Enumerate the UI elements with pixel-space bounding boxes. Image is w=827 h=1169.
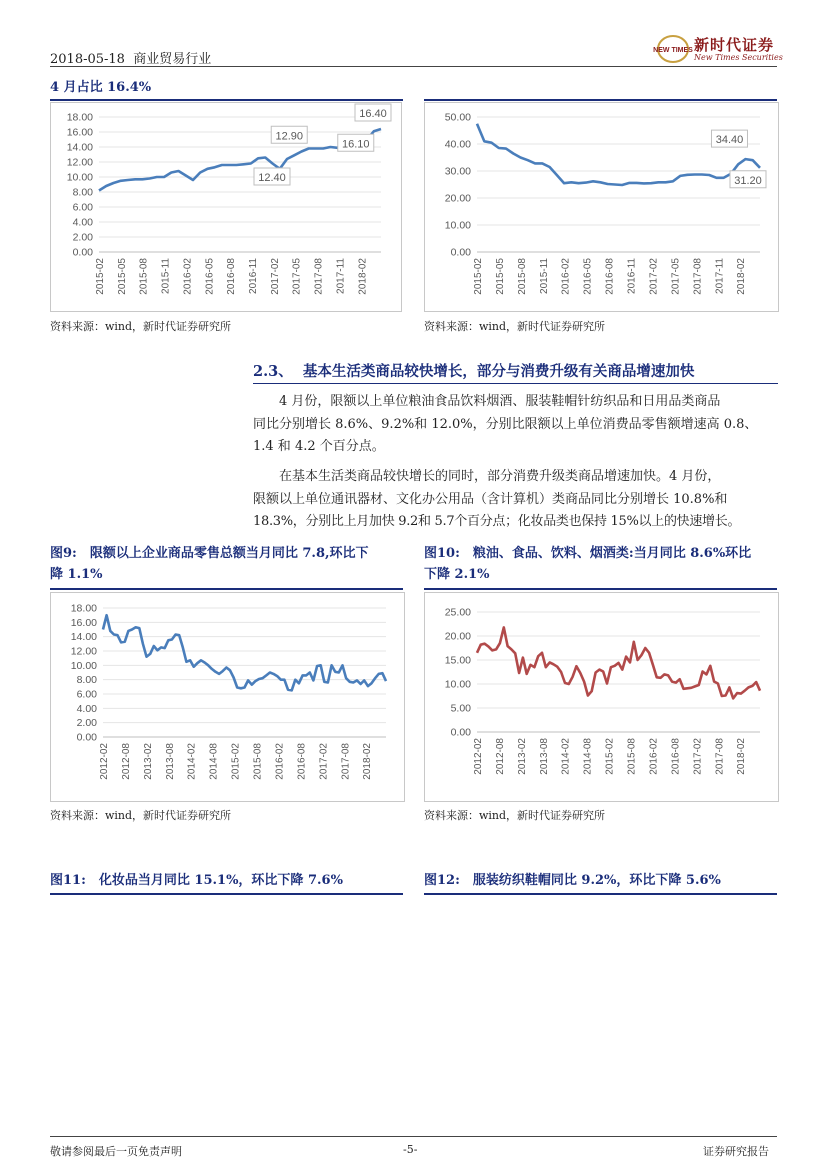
paragraph-1 (253, 391, 778, 459)
report-date: 2018-05-18 (50, 52, 125, 67)
y-tick-label: 0.00 (76, 731, 97, 744)
x-tick-label: 2013-08 (164, 743, 176, 780)
chart-3 (50, 592, 405, 802)
paragraph-line: 4 月份，限额以上单位粮油食品饮料烟酒、服装鞋帽针纺织品和日用品类商品 (279, 394, 721, 409)
section-number: 2.3、 (253, 363, 293, 380)
fig9-caption (50, 543, 410, 585)
fig12-caption: 图12: 服装纺织鞋帽同比 9.2%，环比下降 5.6% (424, 873, 721, 888)
x-tick-label: 2016-02 (182, 258, 194, 295)
x-tick-label: 2017-02 (692, 738, 704, 775)
x-tick-label: 2015-05 (494, 258, 506, 295)
y-tick-label: 6.00 (76, 688, 97, 701)
x-tick-label: 2016-08 (226, 258, 238, 295)
x-tick-label: 2016-11 (247, 258, 259, 294)
x-tick-label: 2016-08 (604, 258, 616, 295)
x-tick-label: 2015-02 (95, 258, 106, 295)
y-tick-label: 10.00 (444, 219, 471, 232)
x-tick-label: 2014-02 (560, 738, 572, 775)
x-tick-label: 2012-02 (473, 738, 484, 775)
y-tick-label: 20.00 (444, 192, 471, 205)
x-tick-label: 2017-08 (313, 258, 325, 295)
x-tick-label: 2014-02 (186, 743, 198, 780)
fig10-caption (424, 543, 784, 585)
x-tick-label: 2016-11 (626, 258, 638, 294)
chart-1-svg (51, 103, 401, 311)
data-label: 16.40 (359, 108, 387, 120)
y-tick-label: 14.00 (70, 631, 97, 644)
y-tick-label: 4.00 (76, 702, 97, 715)
caption-underline (424, 588, 777, 590)
company-name-cn: 新时代证券 (694, 36, 775, 54)
x-tick-label: 2016-02 (274, 743, 286, 780)
caption-underline (50, 99, 403, 101)
x-tick-label: 2012-08 (120, 743, 132, 780)
x-tick-label: 2017-05 (670, 258, 682, 295)
paragraph-line: 18.3%，分别比上月加快 9.2和 5.7个百分点；化妆品类也保持 15%以上的快速增长。 (253, 514, 741, 529)
data-label: 12.90 (275, 130, 303, 143)
x-tick-label: 2018-02 (362, 743, 374, 780)
data-label: 34.40 (715, 134, 744, 147)
source-note: 资料来源：wind，新时代证券研究所 (50, 320, 232, 333)
x-tick-label: 2015-08 (626, 738, 638, 775)
company-name-en: New Times Securities (694, 53, 783, 62)
y-tick-label: 20.00 (444, 630, 471, 643)
x-tick-label: 2016-05 (204, 258, 216, 295)
chart-4-svg (425, 593, 778, 801)
company-logo-icon (653, 34, 693, 64)
x-tick-label: 2017-02 (269, 258, 281, 295)
caption-underline (50, 893, 403, 895)
data-label: 16.10 (342, 138, 370, 151)
x-tick-label: 2016-02 (560, 258, 572, 295)
x-tick-label: 2014-08 (208, 743, 220, 780)
y-tick-label: 12.00 (66, 156, 93, 169)
x-tick-label: 2017-11 (714, 258, 726, 294)
y-tick-label: 10.00 (66, 171, 93, 184)
x-tick-label: 2017-08 (692, 258, 704, 295)
x-tick-label: 2015-08 (516, 258, 528, 295)
y-tick-label: 8.00 (76, 674, 97, 687)
x-tick-label: 2013-02 (142, 743, 154, 780)
data-label: 31.20 (734, 174, 762, 187)
series-line (477, 627, 760, 698)
y-tick-label: 6.00 (72, 201, 93, 214)
x-tick-label: 2015-05 (116, 258, 128, 295)
y-tick-label: 10.00 (444, 678, 471, 691)
y-tick-label: 0.00 (450, 246, 471, 259)
report-industry: 商业贸易行业 (133, 52, 212, 67)
x-tick-label: 2018-02 (736, 258, 748, 295)
chart-2-svg (425, 103, 778, 311)
y-tick-label: 10.00 (70, 659, 97, 672)
caption-underline (424, 893, 777, 895)
x-tick-label: 2017-02 (318, 743, 330, 780)
x-tick-label: 2015-02 (473, 258, 484, 295)
fig10-caption-line: 下降 2.1% (424, 567, 490, 582)
fig10-caption-line: 图10: 粮油、食品、饮料、烟酒类:当月同比 8.6%环比 (424, 546, 752, 561)
chart-4 (424, 592, 779, 802)
y-tick-label: 5.00 (450, 702, 471, 715)
x-tick-label: 2015-02 (604, 738, 616, 775)
x-tick-label: 2016-08 (670, 738, 682, 775)
y-tick-label: 25.00 (444, 606, 471, 619)
chart-3-svg (51, 593, 404, 801)
x-tick-label: 2016-08 (296, 743, 308, 780)
source-note: 资料来源：wind，新时代证券研究所 (50, 809, 232, 822)
y-tick-label: 4.00 (72, 216, 93, 229)
y-tick-label: 2.00 (76, 717, 97, 730)
x-tick-label: 2017-02 (648, 258, 660, 295)
footer-disclaimer[interactable]: 敬请参阅最后一页免责声明 (50, 1145, 182, 1158)
x-tick-label: 2017-05 (291, 258, 303, 295)
paragraph-line: 限额以上单位通讯器材、文化办公用品（含计算机）类商品同比分别增长 10.8%和 (253, 491, 728, 507)
source-note: 资料来源：wind，新时代证券研究所 (424, 320, 606, 333)
y-tick-label: 16.00 (70, 616, 97, 629)
x-tick-label: 2015-11 (160, 258, 172, 294)
fig9-caption-line: 图9: 限额以上企业商品零售总额当月同比 7.8,环比下 (50, 546, 369, 561)
caption-underline (50, 588, 403, 590)
y-tick-label: 14.00 (66, 141, 93, 154)
y-tick-label: 2.00 (72, 231, 93, 244)
caption-underline (424, 99, 777, 101)
data-label: 12.40 (258, 172, 286, 184)
section-title: 基本生活类商品较快增长，部分与消费升级有关商品增速加快 (302, 363, 695, 380)
source-note: 资料来源：wind，新时代证券研究所 (424, 809, 606, 822)
x-tick-label: 2017-11 (335, 258, 347, 294)
fig11-caption: 图11: 化妆品当月同比 15.1%，环比下降 7.6% (50, 873, 343, 888)
section-heading (253, 360, 694, 381)
x-tick-label: 2013-02 (516, 738, 528, 775)
x-tick-label: 2014-08 (582, 738, 594, 775)
x-tick-label: 2016-05 (582, 258, 594, 295)
x-tick-label: 2015-02 (230, 743, 242, 780)
x-tick-label: 2015-11 (538, 258, 550, 294)
y-tick-label: 12.00 (70, 645, 97, 658)
logo-mark-text: NEW TIMES (653, 47, 693, 54)
paragraph-line: 同比分别增长 8.6%、9.2%和 12.0%，分别比限额以上单位消费品零售额增速高 0.8、 (253, 416, 758, 432)
paragraph-2 (253, 466, 778, 534)
paragraph-line: 在基本生活类商品较快增长的同时，部分消费升级类商品增速加快。4 月份， (279, 469, 721, 484)
chart-1 (50, 102, 402, 312)
y-tick-label: 40.00 (444, 138, 471, 151)
header-divider (50, 66, 777, 67)
section-divider (253, 383, 778, 384)
x-tick-label: 2016-02 (648, 738, 660, 775)
y-tick-label: 0.00 (72, 246, 93, 259)
footer-report-type: 证券研究报告 (703, 1145, 769, 1158)
page-number: -5- (403, 1143, 418, 1156)
x-tick-label: 2012-02 (99, 743, 110, 780)
fig9-caption-line: 降 1.1% (50, 567, 103, 582)
y-tick-label: 50.00 (444, 111, 471, 124)
x-tick-label: 2015-08 (252, 743, 264, 780)
x-tick-label: 2017-08 (340, 743, 352, 780)
y-tick-label: 18.00 (70, 602, 97, 615)
series-line (103, 615, 386, 690)
y-tick-label: 30.00 (444, 165, 471, 178)
x-tick-label: 2015-08 (138, 258, 150, 295)
paragraph-line: 1.4 和 4.2 个百分点。 (253, 439, 385, 454)
chart-2 (424, 102, 779, 312)
x-tick-label: 2013-08 (538, 738, 550, 775)
y-tick-label: 0.00 (450, 726, 471, 739)
footer-divider (50, 1136, 777, 1137)
x-tick-label: 2018-02 (357, 258, 369, 295)
x-tick-label: 2018-02 (736, 738, 748, 775)
y-tick-label: 8.00 (72, 186, 93, 199)
y-tick-label: 18.00 (66, 111, 93, 124)
top-caption: 4 月占比 16.4% (50, 80, 152, 95)
report-header (50, 48, 211, 67)
x-tick-label: 2012-08 (494, 738, 506, 775)
x-tick-label: 2017-08 (714, 738, 726, 775)
y-tick-label: 15.00 (444, 654, 471, 667)
y-tick-label: 16.00 (66, 126, 93, 139)
